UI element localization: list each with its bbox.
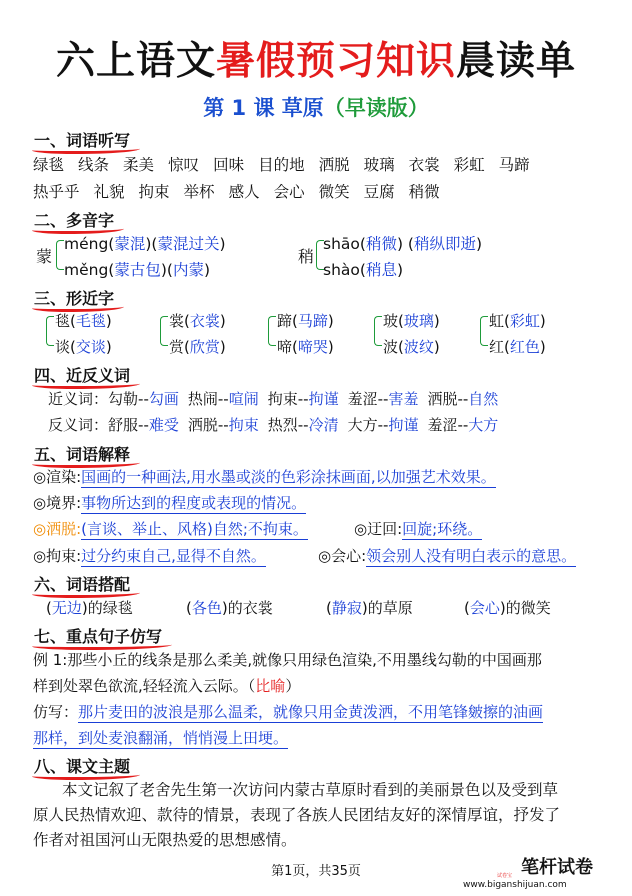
- similar-char-entry: [277, 336, 334, 357]
- pair-word: 热烈: [267, 416, 298, 434]
- brace: [56, 240, 64, 270]
- paren: (: [46, 599, 52, 617]
- pair-sep: --: [377, 416, 389, 434]
- word-pair: [427, 390, 498, 408]
- dictation-word: 举杯: [183, 183, 215, 201]
- pair-word: 羞涩: [347, 390, 378, 408]
- dictation-word: 绿毯: [33, 156, 65, 174]
- dictation-word: 拘束: [138, 183, 170, 201]
- watermark-small: 试卷宝: [497, 873, 513, 879]
- similar-char-word: 红色: [509, 338, 540, 356]
- similar-char-word: 玻璃: [403, 312, 434, 330]
- dictation-word: 衣裳: [408, 156, 440, 174]
- dictation-word: 洒脱: [318, 156, 350, 174]
- word-pair: [268, 390, 339, 408]
- pair-word: 洒脱: [187, 416, 218, 434]
- polyphone-shao-reading-2: shào(稍息): [323, 261, 404, 279]
- collocation-item: [326, 597, 413, 618]
- section-heading-imitation: 七、重点句子仿写: [34, 624, 162, 647]
- definition-jushu: ◎拘束:过分约束自己,显得不自然。: [33, 547, 266, 565]
- pair-answer: 难受: [148, 416, 179, 434]
- polyphone-meng-reading-2: měng(蒙古包)(内蒙): [64, 261, 211, 279]
- theme-line-3: 作者对祖国河山无限热爱的思想感情。: [33, 831, 297, 849]
- definition-jingjie: ◎境界:事物所达到的程度或表现的情况。: [33, 494, 307, 512]
- similar-char-word: 波纹: [403, 338, 434, 356]
- paren: ): [105, 338, 112, 356]
- paren: (: [186, 599, 192, 617]
- paren: ): [433, 312, 440, 330]
- similar-char-entry: [383, 310, 440, 331]
- word-pair: [108, 416, 179, 434]
- dictation-word: 马蹄: [498, 156, 530, 174]
- similar-char-entry: [169, 310, 226, 331]
- similar-char-entry: [55, 336, 112, 357]
- collocation-noun: 的微笑: [505, 599, 551, 617]
- similar-char: 啼(: [277, 338, 298, 356]
- similar-char-word: 啼哭: [297, 338, 328, 356]
- dictation-word: 惊叹: [168, 156, 200, 174]
- paren: ): [219, 338, 226, 356]
- pair-label: 近义词：: [48, 390, 109, 408]
- collocation-noun: 的草原: [367, 599, 413, 617]
- example-sentence-line-1: 例 1:那些小丘的线条是那么柔美,就像只用绿色渲染,不用墨线勾勒的中国画那: [33, 651, 542, 669]
- brace: [46, 316, 54, 346]
- antonym-row: [48, 414, 507, 435]
- similar-char-entry: [55, 310, 112, 331]
- similar-char: 红(: [489, 338, 510, 356]
- collocation-item: [46, 597, 133, 618]
- section-heading-definitions: 五、词语解释: [34, 442, 130, 465]
- polyphone-char-meng: 蒙: [36, 247, 53, 266]
- dictation-word: 感人: [228, 183, 260, 201]
- synonym-row: [48, 388, 507, 409]
- word-pair: [348, 416, 419, 434]
- lesson-subtitle: 第 1 课 草原（早读版）: [203, 96, 429, 120]
- pair-sep: --: [217, 416, 229, 434]
- paren: ): [499, 599, 506, 617]
- theme-line-2: 原人民热情欢迎、款待的情景，表现了各族人民团结友好的深情厚谊，抒发了: [33, 806, 561, 824]
- pair-word: 洒脱: [427, 390, 458, 408]
- similar-char-entry: [277, 310, 334, 331]
- brace: [480, 316, 488, 346]
- similar-char-word: 马蹄: [297, 312, 328, 330]
- pair-answer: 喧闹: [228, 390, 259, 408]
- similar-char: 毯(: [55, 312, 76, 330]
- watermark-logo: 笔杆试卷: [521, 857, 593, 878]
- collocation-answer: 无边: [51, 599, 82, 617]
- pair-answer: 冷清: [308, 416, 339, 434]
- pair-sep: --: [377, 390, 389, 408]
- paren: ): [361, 599, 368, 617]
- watermark-url: www.biganshijuan.com: [463, 880, 567, 890]
- word-pair: [108, 390, 179, 408]
- pair-sep: --: [457, 390, 469, 408]
- dictation-row-2: [33, 180, 454, 202]
- collocation-answer: 各色: [191, 599, 222, 617]
- pair-answer: 拘束: [228, 416, 259, 434]
- pair-word: 勾勒: [108, 390, 139, 408]
- dictation-word: 微笑: [318, 183, 350, 201]
- polyphone-shao-reading-1: shāo(稍微) (稍纵即逝): [323, 235, 483, 253]
- collocation-answer: 静寂: [331, 599, 362, 617]
- page-title: 六上语文暑假预习知识晨读单: [55, 39, 577, 84]
- brace: [268, 316, 276, 346]
- pair-sep: --: [297, 390, 309, 408]
- dictation-word: 豆腐: [363, 183, 395, 201]
- paren: (: [326, 599, 332, 617]
- pair-answer: 自然: [468, 390, 499, 408]
- word-pair: [188, 390, 259, 408]
- paren: ): [327, 338, 334, 356]
- paren: ): [81, 599, 88, 617]
- paren: ): [539, 312, 546, 330]
- collocation-item: [186, 597, 273, 618]
- dictation-word: 稍微: [408, 183, 440, 201]
- similar-char: 玻(: [383, 312, 404, 330]
- dictation-word: 热乎乎: [33, 183, 80, 201]
- similar-char: 裳(: [169, 312, 190, 330]
- similar-char: 谈(: [55, 338, 76, 356]
- paren: ): [219, 312, 226, 330]
- section-heading-polyphones: 二、多音字: [34, 208, 114, 231]
- pair-word: 热闹: [187, 390, 218, 408]
- similar-char: 虹(: [489, 312, 510, 330]
- dictation-word: 柔美: [123, 156, 155, 174]
- pair-sep: --: [297, 416, 309, 434]
- definition-huixin: ◎会心:领会别人没有明白表示的意思。: [318, 547, 577, 565]
- polyphone-meng-reading-1: méng(蒙混)(蒙混过关): [64, 235, 226, 253]
- paren: ): [327, 312, 334, 330]
- dictation-word: 会心: [273, 183, 305, 201]
- paren: ): [539, 338, 546, 356]
- similar-char-entry: [383, 336, 440, 357]
- collocation-noun: 的绿毯: [87, 599, 133, 617]
- dictation-word: 目的地: [258, 156, 305, 174]
- pair-sep: --: [138, 390, 149, 408]
- paren: ): [105, 312, 112, 330]
- section-heading-theme: 八、课文主题: [34, 754, 130, 777]
- imitation-line-2: 那样，到处麦浪翻涌，悄悄漫上田埂。: [33, 729, 289, 747]
- collocation-noun: 的衣裳: [227, 599, 273, 617]
- paren: ): [221, 599, 228, 617]
- paren: (: [464, 599, 470, 617]
- polyphone-char-shao: 稍: [298, 247, 315, 266]
- pair-label: 反义词：: [48, 416, 109, 434]
- pair-word: 羞涩: [427, 416, 458, 434]
- section-heading-synonyms-antonyms: 四、近反义词: [34, 363, 130, 386]
- pair-answer: 勾画: [148, 390, 179, 408]
- theme-line-1: 本文记叙了老舍先生第一次访问内蒙古草原时看到的美丽景色以及受到草: [62, 781, 559, 799]
- similar-char-word: 欣赏: [189, 338, 220, 356]
- collocation-answer: 会心: [469, 599, 500, 617]
- pair-sep: --: [217, 390, 229, 408]
- word-pair: [268, 416, 339, 434]
- pair-sep: --: [138, 416, 149, 434]
- word-pair: [188, 416, 259, 434]
- similar-char: 波(: [383, 338, 404, 356]
- pair-answer: 害羞: [388, 390, 419, 408]
- similar-char-entry: [489, 336, 546, 357]
- pair-answer: 拘谨: [388, 416, 419, 434]
- similar-char-word: 衣裳: [189, 312, 220, 330]
- pair-sep: --: [457, 416, 469, 434]
- page-number: 第1页，共35页: [271, 864, 361, 879]
- brace: [374, 316, 382, 346]
- word-pair: [348, 390, 419, 408]
- similar-char-word: 毛毯: [75, 312, 106, 330]
- similar-char-entry: [169, 336, 226, 357]
- pair-word: 舒服: [108, 416, 139, 434]
- dictation-row-1: [33, 153, 544, 175]
- similar-char: 蹄(: [277, 312, 298, 330]
- definition-yuhui: ◎迂回:回旋;环绕。: [354, 520, 483, 538]
- pair-word: 大方: [347, 416, 378, 434]
- dictation-word: 彩虹: [453, 156, 485, 174]
- dictation-word: 玻璃: [363, 156, 395, 174]
- section-heading-similar-chars: 三、形近字: [34, 286, 114, 309]
- dictation-word: 回味: [213, 156, 245, 174]
- word-pair: [427, 416, 498, 434]
- pair-answer: 拘谨: [308, 390, 339, 408]
- definition-satuo: ◎洒脱:(言谈、举止、风格)自然;不拘束。: [33, 520, 308, 538]
- section-heading-collocations: 六、词语搭配: [34, 572, 130, 595]
- pair-word: 拘束: [267, 390, 298, 408]
- collocation-item: [464, 597, 551, 618]
- dictation-word: 礼貌: [93, 183, 125, 201]
- brace: [160, 316, 168, 346]
- definition-xuanran: ◎渲染:国画的一种画法,用水墨或淡的色彩涂抹画面,以加强艺术效果。: [33, 468, 496, 486]
- similar-char-entry: [489, 310, 546, 331]
- section-heading-dictation: 一、词语听写: [34, 128, 130, 151]
- pair-answer: 大方: [468, 416, 499, 434]
- similar-char: 赏(: [169, 338, 190, 356]
- example-sentence-line-2: 样到处翠色欲流,轻轻流入云际。（比喻）: [33, 677, 301, 695]
- similar-char-word: 彩虹: [509, 312, 540, 330]
- paren: ): [433, 338, 440, 356]
- imitation-line-1: 仿写：那片麦田的波浪是那么温柔，就像只用金黄泼洒，不用笔锋皴擦的油画: [33, 703, 544, 721]
- dictation-word: 线条: [78, 156, 110, 174]
- similar-char-word: 交谈: [75, 338, 106, 356]
